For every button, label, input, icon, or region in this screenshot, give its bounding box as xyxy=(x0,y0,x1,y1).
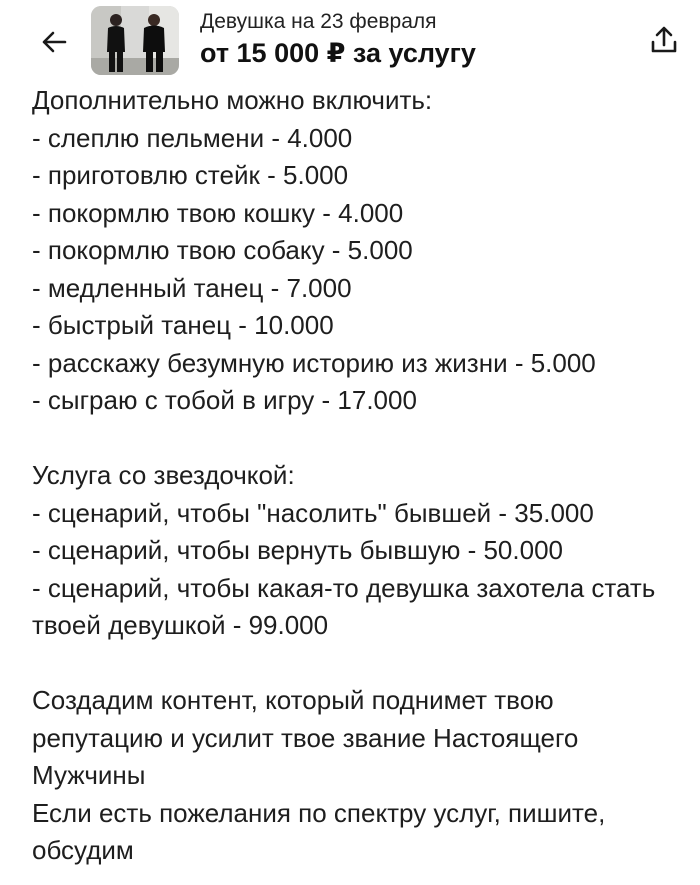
listing-price: от 15 000 ₽ за услугу xyxy=(200,38,476,68)
star-heading: Услуга со звездочкой: xyxy=(32,460,295,490)
star-item: - сценарий, чтобы какая-то девушка захотела стать xyxy=(32,572,656,603)
back-button[interactable] xyxy=(34,22,74,62)
star-item: твоей девушкой - 99.000 xyxy=(32,610,329,640)
star-item: - сценарий, чтобы "насолить" бывшей - 35.000 xyxy=(32,497,594,528)
extras-heading: Дополнительно можно включить: xyxy=(32,85,433,115)
listing-subtitle: Девушка на 23 февраля xyxy=(200,10,437,33)
extras-item: - покормлю твою кошку - 4.000 xyxy=(32,197,404,228)
extras-item: - сыграю с тобой в игру - 17.000 xyxy=(32,385,417,415)
star-item: - сценарий, чтобы вернуть бывшую - 50.000 xyxy=(32,535,563,565)
listing-header xyxy=(0,0,700,84)
extras-item: - покормлю твою собаку - 5.000 xyxy=(32,235,413,265)
closing-text: Если есть пожелания по спектру услуг, пишите, xyxy=(32,797,606,828)
arrow-left-icon xyxy=(39,27,69,57)
paragraph-gap xyxy=(32,645,700,683)
share-button[interactable] xyxy=(644,20,684,60)
listing-description xyxy=(32,82,700,870)
listing-thumbnail[interactable] xyxy=(91,6,179,75)
photo-thumbnail-image xyxy=(91,6,179,75)
closing-text: репутацию и усилит твое звание Настоящего xyxy=(32,722,579,753)
extras-item: - слеплю пельмени - 4.000 xyxy=(32,122,353,153)
extras-item: - медленный танец - 7.000 xyxy=(32,272,352,303)
share-upload-icon xyxy=(649,24,679,56)
paragraph-gap xyxy=(32,420,700,458)
closing-text: Мужчины xyxy=(32,760,146,790)
closing-text: Создадим контент, который поднимет твою xyxy=(32,685,554,715)
listing-title-block xyxy=(200,8,620,70)
extras-item: - быстрый танец - 10.000 xyxy=(32,310,334,340)
extras-item: - расскажу безумную историю из жизни - 5.000 xyxy=(32,347,596,378)
closing-text: обсудим xyxy=(32,835,134,865)
extras-item: - приготовлю стейк - 5.000 xyxy=(32,160,349,190)
